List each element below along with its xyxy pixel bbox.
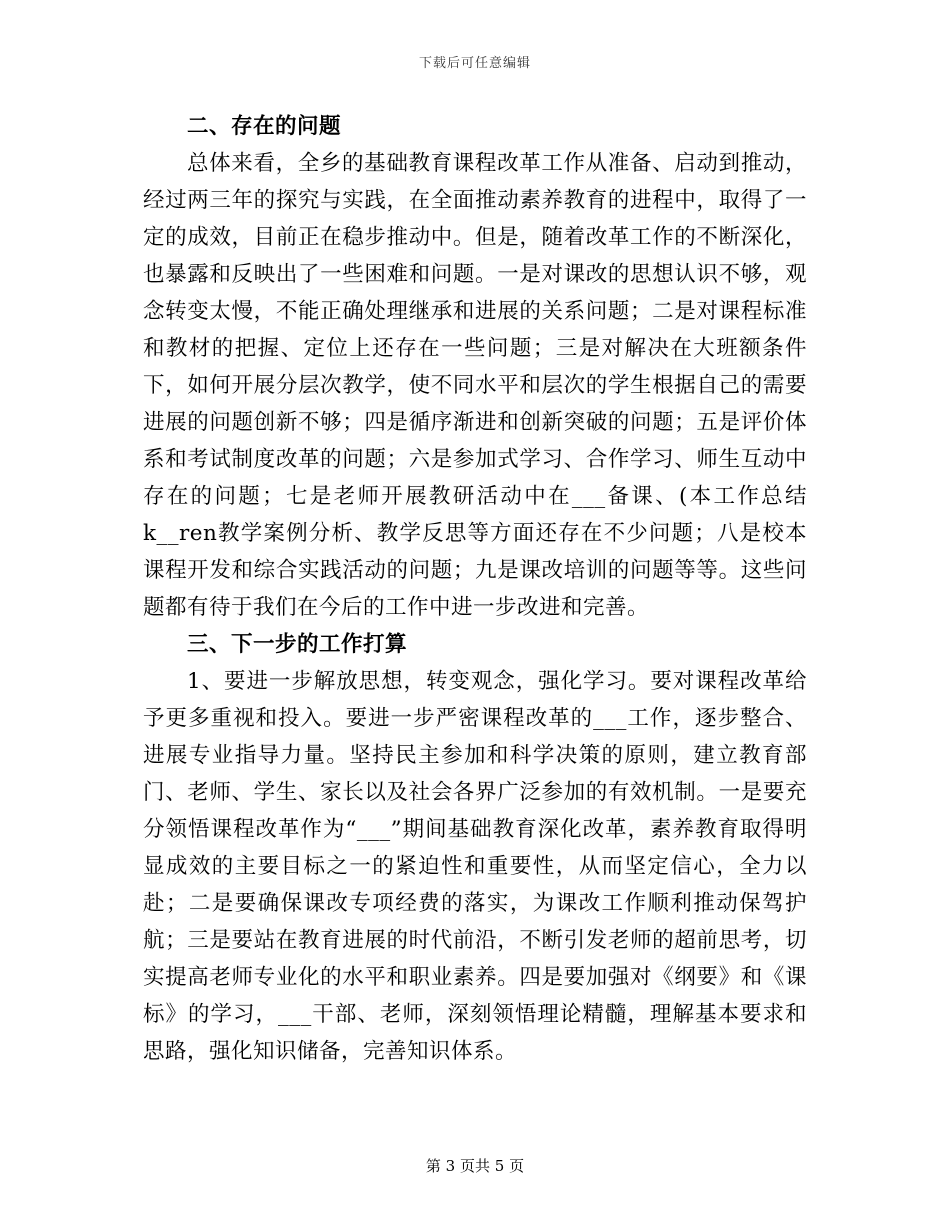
paragraph-problems: 总体来看，全乡的基础教育课程改革工作从准备、启动到推动，经过两三年的探究与实践，在全面推动素养教育的进程中，取得了一定的成效，目前正在稳步推动中。但是，随着改革工作的不断深化，也暴露和反映出了一些困难和问题。一是对课改的思想认识不够，观念转变太慢，不能正确处理继承和进展的关系问题；二是对课程标准和教材的把握、定位上还存在一些问题；三是对解决在大班额条件下，如何开展分层次教学，使不同水平和层次的学生根据自己的需要进展的问题创新不够；四是循序渐进和创新突破的问题；五是评价体系和考试制度改革的问题；六是参加式学习、合作学习、师生互动中存在的问题；七是老师开展教研活动中在___备课、(本工作总结k__ren教学案例分析、教学反思等方面还存在不少问题；八是校本课程开发和综合实践活动的问题；九是课改培训的问题等等。这些问题都有待于我们在今后的工作中进一步改进和完善。 <box>143 151 807 620</box>
page-header: 下载后可任意编辑 <box>418 56 531 71</box>
section-heading-next-steps: 三、下一步的工作打算 <box>187 632 408 657</box>
paragraph-next-steps: 1、要进一步解放思想，转变观念，强化学习。要对课程改革给予更多重视和投入。要进一步严密课程改革的___工作，逐步整合、进展专业指导力量。坚持民主参加和科学决策的原则，建立教育部门、老师、学生、家长以及社会各界广泛参加的有效机制。一是要充分领悟课程改革作为“___”期间基础教育深化改革，素养教育取得明显成效的主要目标之一的紧迫性和重要性，从而坚定信心，全力以赴；二是要确保课改专项经费的落实，为课改工作顺利推动保驾护航；三是要站在教育进展的时代前沿，不断引发老师的超前思考，切实提高老师专业化的水平和职业素养。四是要加强对《纲要》和《课标》的学习，___干部、老师，深刻领悟理论精髓，理解基本要求和思路，强化知识储备，完善知识体系。 <box>143 669 807 1064</box>
section-heading-problems: 二、存在的问题 <box>187 114 342 139</box>
document-body <box>143 108 807 1070</box>
page-number-footer: 第 3 页共 5 页 <box>425 1157 525 1175</box>
